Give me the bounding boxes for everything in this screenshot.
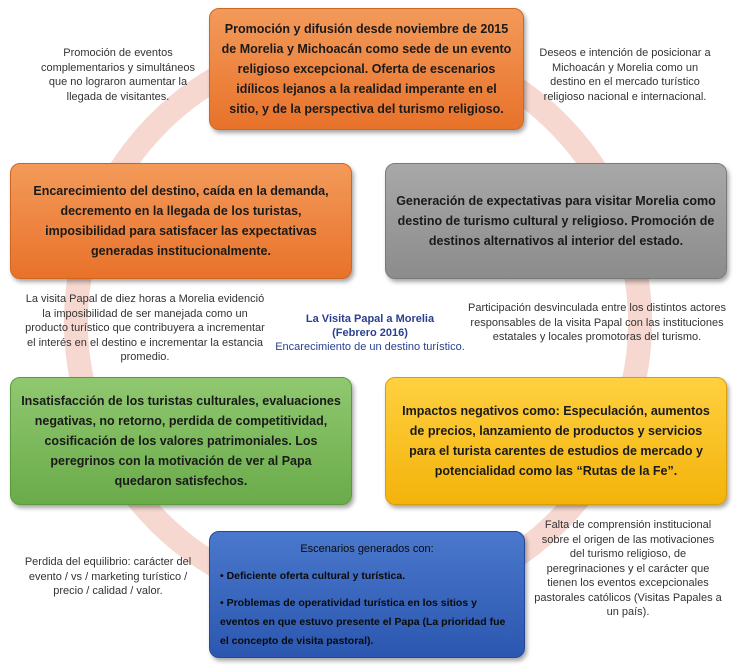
box-promocion-difusion-text: Promoción y difusión desde noviembre de 2015 de Morelia y Michoacán como sede de un evento religioso excepcional. Oferta de escenarios idílicos lejanos a la realidad imperante en el sitio, y de la perspectiva del turismo religioso. — [221, 22, 512, 116]
box-impactos-negativos — [385, 377, 727, 505]
center-title — [268, 312, 472, 354]
note-perdida-equilibrio: Perdida del equilibrio: carácter del evento / vs / marketing turístico / precio / calidad / valor. — [24, 556, 192, 597]
box-promocion-difusion — [209, 8, 524, 130]
box-generacion-expectativas — [385, 163, 727, 279]
box-encarecimiento-destino-text: Encarecimiento del destino, caída en la demanda, decremento en la llegada de los turistas, imposibilidad para satisfacer las expectativas generadas institucionalmente. — [33, 184, 329, 258]
note-eventos-complementarios: Promoción de eventos complementarios y simultáneos que no lograron aumentar la llegada de visitantes. — [40, 47, 196, 103]
center-subtitle: Encarecimiento de un destino turístico. — [275, 341, 465, 353]
box-generacion-expectativas-text: Generación de expectativas para visitar Morelia como destino de turismo cultural y religioso. Promoción de destinos alternativos al interior del estado. — [396, 194, 716, 248]
box-escenarios-generados — [209, 531, 525, 658]
note-visita-diez-horas: La visita Papal de diez horas a Morelia evidenció la imposibilidad de ser manejada como un producto turístico que contribuyera a incrementar el interés en el destino e incrementar la estancia promedio. — [25, 293, 265, 363]
box-impactos-negativos-text: Impactos negativos como: Especulación, aumentos de precios, lanzamiento de productos y servicios para el turista carentes de estudios de mercado y potencialidad como las “Rutas de la Fe”. — [402, 404, 710, 478]
note-posicionar-michoacan: Deseos e intención de posicionar a Michoacán y Morelia como un destino en el mercado turístico religioso nacional e internacional. — [539, 47, 711, 103]
box-encarecimiento-destino — [10, 163, 352, 279]
center-title-line1: La Visita Papal a Morelia — [305, 313, 435, 325]
escenarios-item-oferta: • Deficiente oferta cultural y turística. — [220, 570, 406, 582]
box-insatisfaccion-turistas — [10, 377, 352, 505]
center-title-line2: (Febrero 2016) — [332, 327, 408, 339]
escenarios-title: Escenarios generados con: — [300, 543, 434, 555]
note-participacion-desvinculada: Participación desvinculada entre los distintos actores responsables de la visita Papal con las instituciones estatales y locales promotoras del turismo. — [467, 302, 727, 343]
note-falta-comprension: Falta de comprensión institucional sobre el origen de las motivaciones del turismo religioso, de peregrinaciones y el carácter que tienen los eventos excepcionales pastorales católicos (Visitas Papales a un país). — [534, 519, 722, 618]
box-insatisfaccion-turistas-text: Insatisfacción de los turistas culturales, evaluaciones negativas, no retorno, perdida de competitividad, cosificación de los valores patrimoniales. Los peregrinos con la motivación de ver al Papa quedaron satisfechos. — [21, 394, 341, 488]
escenarios-item-operatividad: • Problemas de operatividad turística en los sitios y eventos en que estuvo presente el Papa (La prioridad fue el concepto de visita pastoral). — [220, 597, 506, 647]
